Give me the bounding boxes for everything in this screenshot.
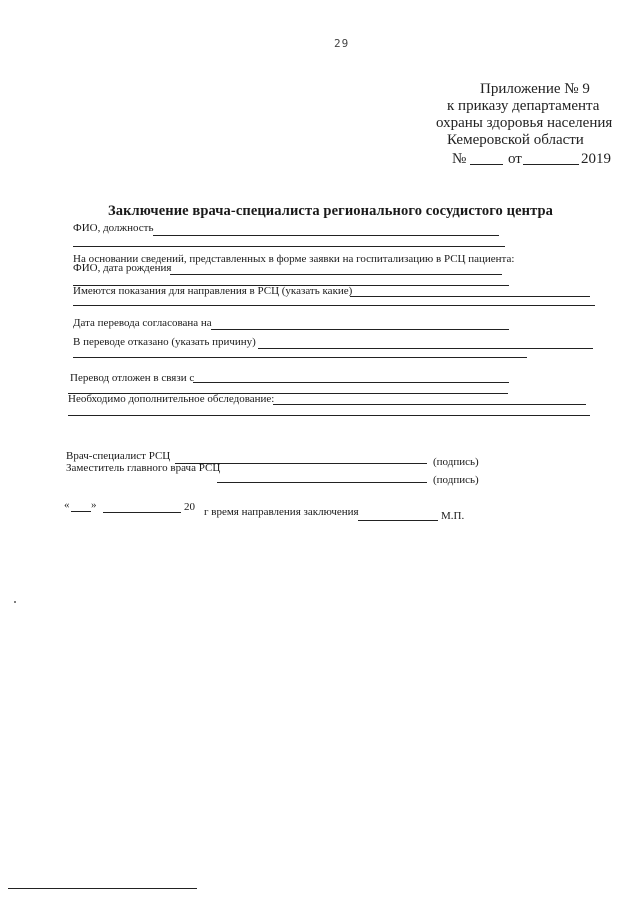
- appendix-line-2: к приказу департамента: [447, 98, 600, 114]
- refused-line-2: [73, 357, 527, 358]
- appendix-line-1: Приложение № 9: [480, 81, 590, 97]
- transfer-date-label: Дата перевода согласована на: [73, 317, 212, 329]
- footnote-line: [8, 888, 197, 889]
- transfer-date-line: [211, 329, 509, 330]
- day-line: [71, 511, 91, 512]
- indications-line: [350, 296, 590, 297]
- appendix-line-4: Кемеровской области: [447, 132, 584, 148]
- appendix-date-line: [523, 164, 579, 165]
- deputy-signature-hint: (подпись): [433, 474, 479, 486]
- quote-open: «: [64, 499, 70, 511]
- fio-birthdate-label: ФИО, дата рождения: [73, 262, 172, 274]
- document-title: Заключение врача-специалиста регионального сосудистого центра: [108, 203, 553, 219]
- indications-label: Имеются показания для направления в РСЦ (указать какие): [73, 285, 353, 297]
- stamp-label: М.П.: [441, 510, 465, 522]
- refused-label: В переводе отказано (указать причину): [73, 336, 256, 348]
- quote-close: »: [91, 499, 97, 511]
- fio-position-label: ФИО, должность: [73, 222, 154, 234]
- time-label: г время направления заключения: [204, 506, 359, 518]
- additional-exam-line-2: [68, 415, 590, 416]
- indications-line-2: [73, 305, 595, 306]
- appendix-number-prefix: №: [452, 151, 467, 167]
- month-line: [103, 512, 181, 513]
- fio-position-line-2: [73, 246, 505, 247]
- postponed-label: Перевод отложен в связи с: [70, 372, 195, 384]
- based-on-text: На основании сведений, представленных в форме заявки на госпитализацию в РСЦ пациента:: [73, 253, 515, 265]
- postponed-line: [193, 382, 509, 383]
- page-number: 29: [334, 37, 350, 50]
- fio-birthdate-line: [170, 274, 502, 275]
- doctor-signature-hint: (подпись): [433, 456, 479, 468]
- doctor-label: Врач-специалист РСЦ: [66, 450, 171, 462]
- additional-exam-label: Необходимо дополнительное обследование:: [68, 393, 275, 405]
- scan-dot: [14, 601, 16, 603]
- time-line: [358, 520, 438, 521]
- fio-position-line: [153, 235, 499, 236]
- appendix-year: 2019: [581, 151, 611, 167]
- deputy-signature-line: [217, 482, 427, 483]
- appendix-line-3: охраны здоровья населения: [436, 115, 613, 131]
- appendix-number-line: [470, 164, 503, 165]
- appendix-date-prefix: от: [508, 151, 522, 167]
- refused-line: [258, 348, 593, 349]
- deputy-label: Заместитель главного врача РСЦ: [66, 462, 221, 474]
- additional-exam-line: [273, 404, 586, 405]
- year-prefix: 20: [184, 501, 195, 513]
